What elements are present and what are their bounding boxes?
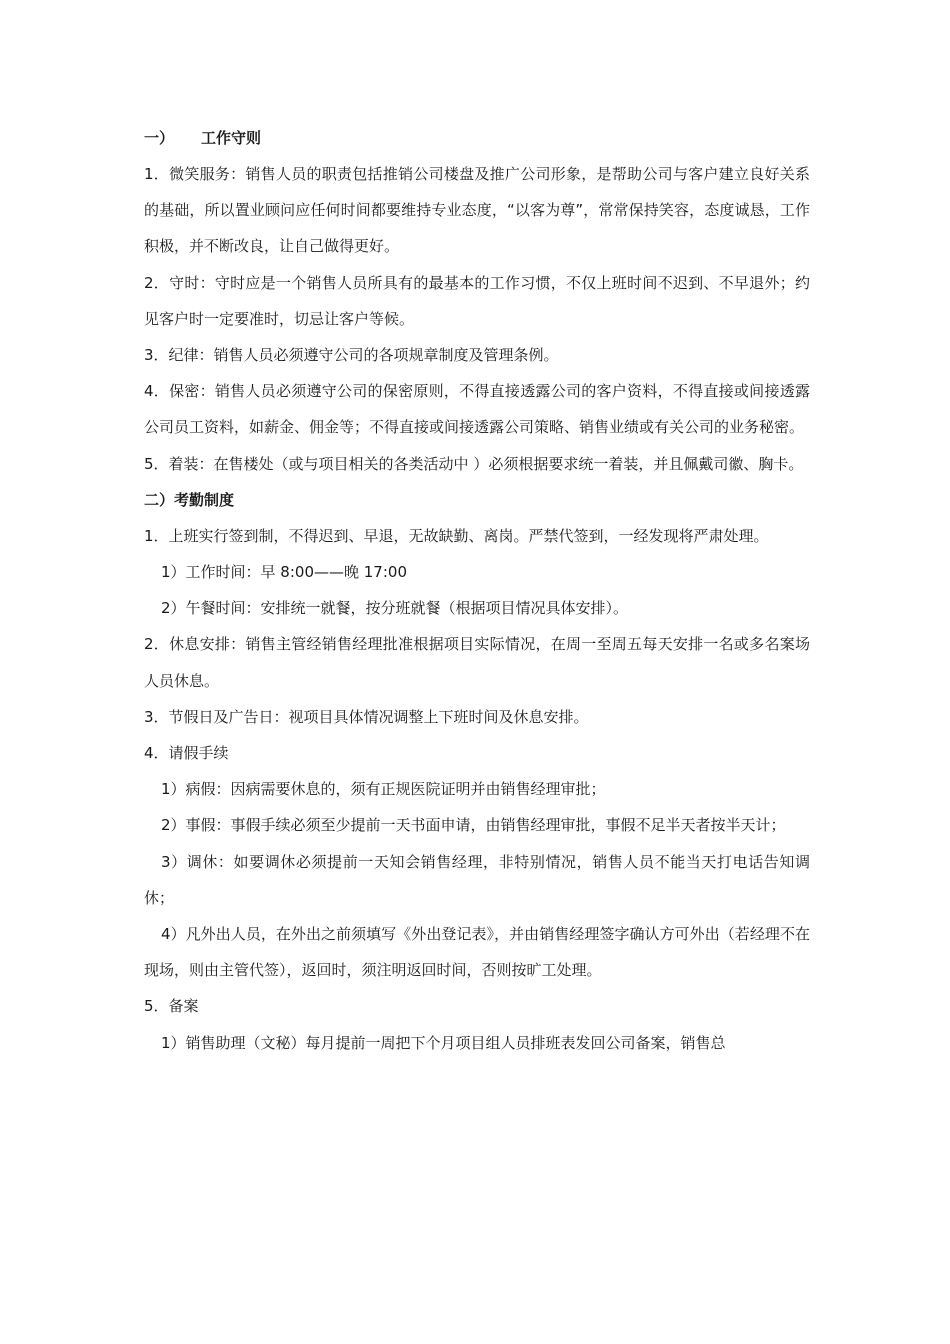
paragraph-leave-procedure: 4．请假手续	[144, 744, 229, 763]
paragraph-holidays: 3．节假日及广告日：视项目具体情况调整上下班时间及休息安排。	[144, 707, 589, 726]
section-number: 一）	[144, 129, 175, 147]
paragraph-rest-arrangement: 2．休息安排：销售主管经销售经理批准根据项目实际情况，在周一至周五每天安排一名或多名案场人员休息。	[144, 635, 810, 690]
paragraph-lunch-time: 2）午餐时间：安排统一就餐，按分班就餐（根据项目情况具体安排）。	[161, 599, 629, 618]
paragraph-punctuality: 2．守时：守时应是一个销售人员所具有的最基本的工作习惯，不仅上班时间不迟到、不早退外；约见客户时一定要准时，切忌让客户等候。	[144, 273, 810, 328]
paragraph-going-out: 4）凡外出人员，在外出之前须填写《外出登记表》，并由销售经理签字确认方可外出（若经理不在现场，则由主管代签），返回时，须注明返回时间，否则按旷工处理。	[144, 925, 810, 980]
paragraph-dress-code: 5．着装：在售楼处（或与项目相关的各类活动中 ）必须根据要求统一着装，并且佩戴司徽、胸卡。	[144, 454, 804, 473]
paragraph-schedule-filing: 1）销售助理（文秘）每月提前一周把下个月项目组人员排班表发回公司备案，销售总	[161, 1033, 726, 1052]
section-title: 工作守则	[201, 129, 262, 147]
document-page	[144, 120, 810, 1061]
paragraph-smile-service: 1．微笑服务：销售人员的职责包括推销公司楼盘及推广公司形象，是帮助公司与客户建立良好关系的基础，所以置业顾问应任何时间都要维持专业态度，“以客为尊”，常常保持笑容，态度诚恳，工作积极，并不断改良，让自己做得更好。	[144, 165, 810, 256]
paragraph-confidentiality: 4．保密：销售人员必须遵守公司的保密原则，不得直接透露公司的客户资料，不得直接或间接透露公司员工资料，如薪金、佣金等；不得直接或间接透露公司策略、销售业绩或有关公司的业务秘密。	[144, 382, 810, 437]
paragraph-discipline: 3．纪律：销售人员必须遵守公司的各项规章制度及管理条例。	[144, 346, 559, 365]
paragraph-filing: 5．备案	[144, 997, 199, 1016]
paragraph-personal-leave: 2）事假：事假手续必须至少提前一天书面申请，由销售经理审批，事假不足半天者按半天计；	[161, 816, 786, 835]
paragraph-day-off: 3）调休：如要调休必须提前一天知会销售经理，非特别情况，销售人员不能当天打电话告知调休；	[144, 852, 810, 907]
paragraph-work-hours: 1）工作时间：早 8:00——晚 17:00	[161, 563, 407, 582]
paragraph-sick-leave: 1）病假：因病需要休息的，须有正规医院证明并由销售经理审批；	[161, 780, 606, 799]
paragraph-sign-in: 1．上班实行签到制，不得迟到、早退，无故缺勤、离岗。严禁代签到，一经发现将严肃处理。	[144, 526, 769, 545]
section-heading-work-rules	[144, 120, 810, 156]
section-heading-attendance: 二）考勤制度	[144, 490, 235, 509]
